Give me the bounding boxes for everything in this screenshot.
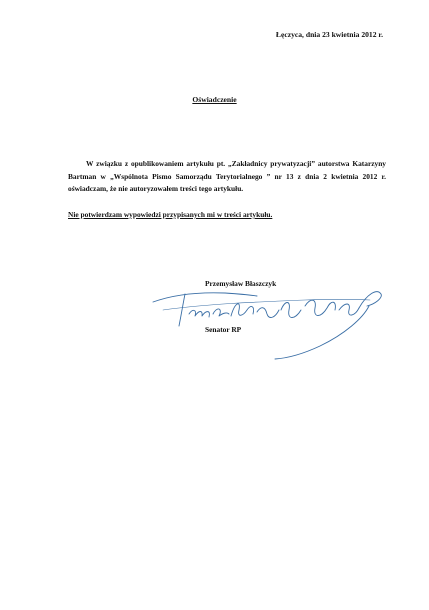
signer-name: Przemysław Błaszczyk (205, 279, 277, 288)
signer-title: Senator RP (205, 325, 242, 334)
handwritten-signature (145, 280, 390, 360)
statement-paragraph: W związku z opublikowaniem artykułu pt. „Zakładnicy prywatyzacji” autorstwa Katarzyny Bartman w „Wspólnota Pismo Samorządu Terytorialnego ” nr 13 z dnia 2 kwietnia 2012 r. oświadczam, że nie autoryzowałem treści tego artykułu. (68, 159, 386, 194)
statement-emphasis: Nie potwierdzam wypowiedzi przypisanych mi w treści artykułu. (68, 210, 273, 219)
place-and-date: Łęczyca, dnia 23 kwietnia 2012 r. (275, 30, 383, 39)
statement-body (68, 158, 386, 196)
document-title: Oświadczenie (192, 95, 237, 104)
